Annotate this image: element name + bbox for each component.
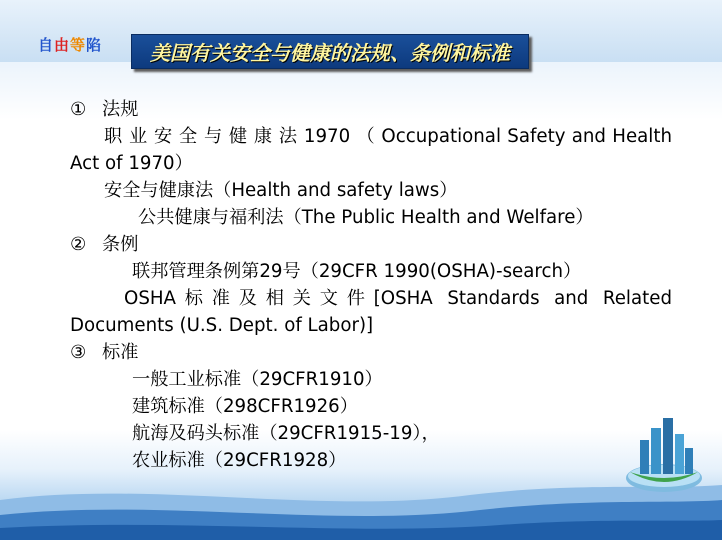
section-title-1: 法规 (102, 99, 139, 120)
list-item-health-safety-laws: 安全与健康法（Health and safety laws） (104, 180, 458, 201)
section-heading-2 (70, 231, 672, 258)
logo-char-4: 陷 (86, 36, 103, 54)
city-globe-illustration (624, 400, 704, 500)
section-heading-1 (70, 96, 672, 123)
list-item-osha-standards: OSHA标准及相关文件[OSHA Standards and Related Documents (U.S. Dept. of Labor)] (70, 288, 672, 336)
title-box (131, 34, 529, 69)
section-marker-1: ① (70, 99, 87, 120)
list-item-29cfr1990: 联邦管理条例第29号（29CFR 1990(OSHA)-search） (132, 261, 582, 282)
list-item-osha-act: 职 业 安 全 与 健 康 法 1970 （ Occupational Safety and Health Act of 1970） (70, 126, 672, 174)
content-body (70, 96, 672, 474)
bottom-wave-decoration (0, 470, 722, 540)
list-item-maritime: 航海及码头标准（29CFR1915-19）， (132, 423, 440, 444)
list-item-public-health: 公共健康与福利法（The Public Health and Welfare） (138, 207, 594, 228)
slide-title: 美国有关安全与健康的法规、条例和标准 (150, 41, 510, 65)
section-marker-2: ② (70, 234, 87, 255)
section-title-2: 条例 (102, 234, 139, 255)
list-item-general-industry: 一般工业标准（29CFR1910） (132, 369, 383, 390)
section-heading-3 (70, 339, 672, 366)
logo-char-1: 自 (38, 36, 55, 54)
list-item-agriculture: 农业标准（29CFR1928） (132, 450, 347, 471)
section-title-3: 标准 (102, 342, 139, 363)
logo-char-3: 等 (70, 36, 87, 54)
logo (38, 34, 102, 55)
section-marker-3: ③ (70, 342, 87, 363)
list-item-construction: 建筑标准（298CFR1926） (132, 396, 358, 417)
logo-char-2: 由 (54, 36, 71, 54)
